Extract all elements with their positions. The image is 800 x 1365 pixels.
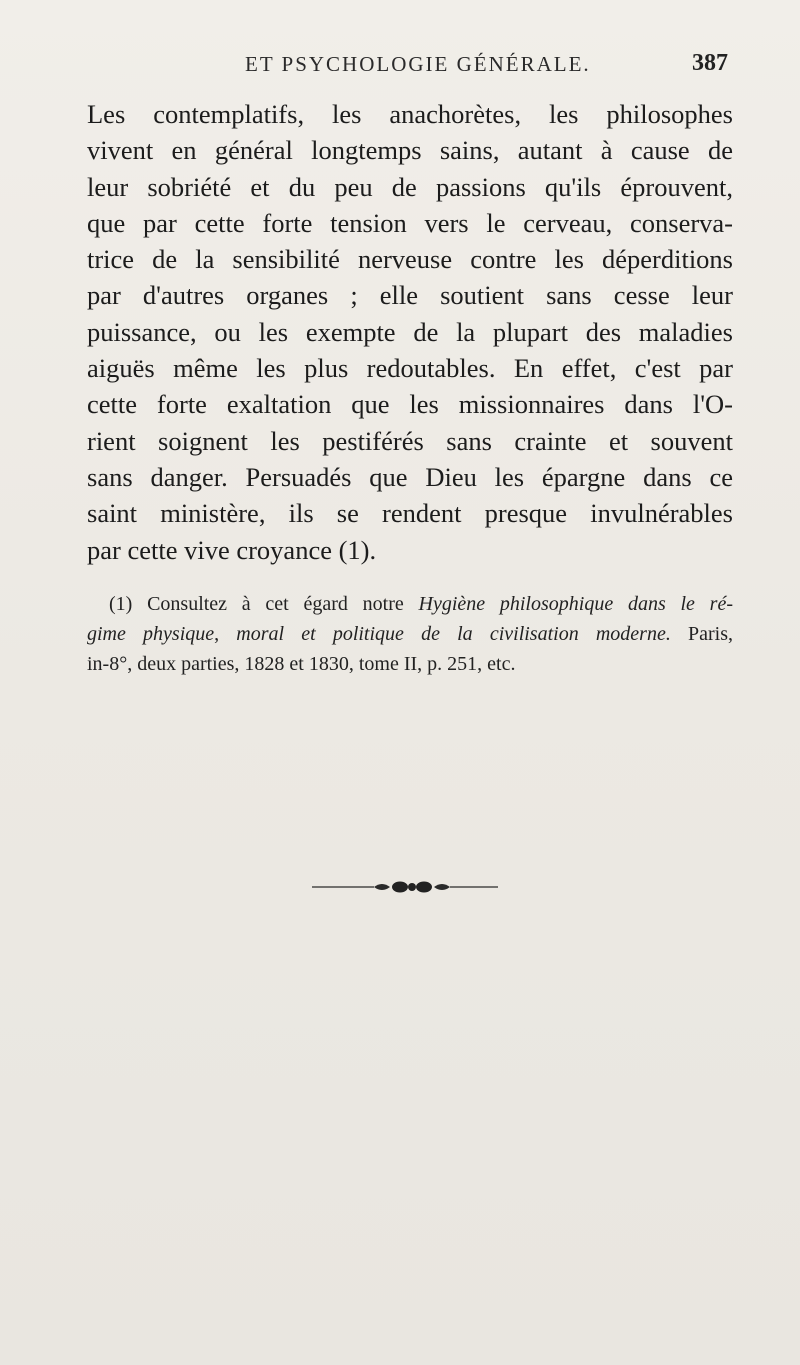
- page-header: [0, 52, 800, 84]
- footnote: [87, 589, 733, 679]
- text-line: cette forte exaltation que les missionnaires dans l'O-: [87, 389, 733, 420]
- text-line: vivent en général longtemps sains, autant à cause de: [87, 135, 733, 166]
- page-number: 387: [692, 50, 728, 76]
- text-line: Les contemplatifs, les anachorètes, les philosophes: [87, 99, 733, 129]
- footnote-book-title: moral et politique de la civilisation moderne.: [236, 623, 671, 645]
- footnote-line: in-8°, deux parties, 1828 et 1830, tome II, p. 251, etc.: [87, 653, 516, 675]
- text-line: puissance, ou les exempte de la plupart des maladies: [87, 316, 733, 347]
- footnote-marker: (1) Consultez à cet égard notre: [109, 593, 419, 615]
- footnote-book-title: gime physique: [87, 623, 215, 645]
- running-title: ET PSYCHOLOGIE GÉNÉRALE.: [245, 52, 591, 76]
- text-line: leur sobriété et du peu de passions qu'ils éprouvent,: [87, 171, 733, 202]
- text-line: sans danger. Persuadés que Dieu les épargne dans ce: [87, 461, 733, 492]
- footnote-line: [87, 619, 733, 649]
- text-line: par cette vive croyance (1).: [87, 534, 377, 565]
- text-line: saint ministère, ils se rendent presque invulnérables: [87, 498, 733, 529]
- text-line: que par cette forte tension vers le cerveau, conserva-: [87, 207, 733, 238]
- text-line: par d'autres organes ; elle soutient sans cesse leur: [87, 280, 733, 311]
- footnote-separator: ,: [214, 623, 237, 645]
- printer-ornament-icon: [312, 878, 502, 896]
- text-line: trice de la sensibilité nerveuse contre les déperditions: [87, 244, 733, 275]
- footnote-book-title: Hygiène philosophique dans le ré-: [418, 593, 733, 615]
- footnote-line: [87, 589, 733, 619]
- text-line: aiguës même les plus redoutables. En effet, c'est par: [87, 353, 733, 384]
- main-paragraph: [87, 96, 733, 568]
- footnote-place: Paris,: [670, 623, 733, 645]
- text-line: rient soignent les pestiférés sans crainte et souvent: [87, 425, 733, 456]
